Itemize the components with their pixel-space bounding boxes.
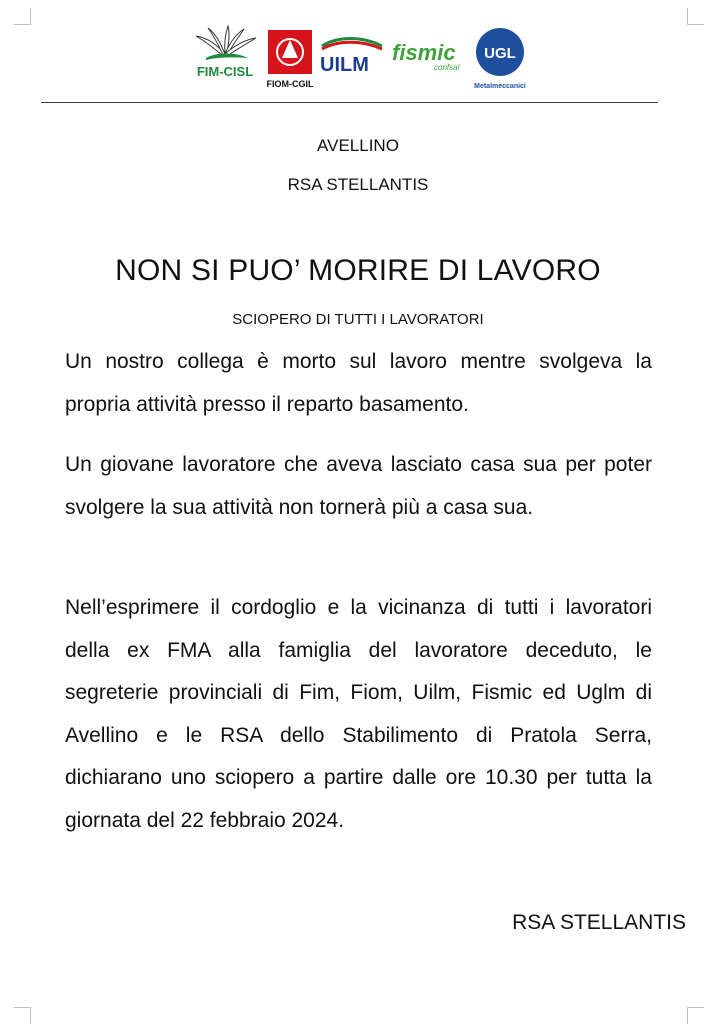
ugl-logo (474, 26, 530, 92)
fismic-logo (390, 38, 474, 74)
fismic-sub-label: confsal (434, 63, 460, 72)
rsa-heading: RSA STELLANTIS (287, 175, 429, 194)
page-subtitle: SCIOPERO DI TUTTI I LAVORATORI (232, 311, 484, 328)
signature: RSA STELLANTIS (512, 911, 686, 934)
fim-cisl-logo (186, 24, 264, 80)
page-title: NON SI PUO’ MORIRE DI LAVORO (115, 254, 601, 287)
paragraph-3: Nell’esprimere il cordoglio e la vicinanza di tutti i lavoratori della ex FMA alla famiglia del lavoratore deceduto, le segreterie provinciali di Fim, Fiom, Uilm, Fismic ed Uglm di Avellino e le RSA dello Stabilimento di Pratola Serra, dichiarano uno sciopero a partire dalle ore 10.30 per tutta la giornata del 22 febbraio 2024. (65, 596, 652, 832)
uilm-label: UILM (320, 54, 369, 74)
uilm-logo (318, 34, 388, 74)
fiom-cgil-logo (266, 28, 316, 90)
ugl-label: UGL (484, 45, 516, 62)
paragraph-2: Un giovane lavoratore che aveva lasciato casa sua per poter svolgere la sua attività non tornerà più a casa sua. (65, 453, 652, 519)
location-heading: AVELLINO (317, 136, 399, 155)
ugl-sub-label: Metalmeccanici (474, 83, 526, 90)
fismic-label: fismic (392, 40, 456, 65)
union-logos (186, 24, 532, 92)
header-divider (41, 102, 658, 103)
fiom-cgil-label: FIOM-CGIL (266, 79, 314, 89)
page-corner-bottom-left (14, 1007, 31, 1024)
page-corner-top-right (687, 8, 704, 25)
paragraph-1: Un nostro collega è morto sul lavoro mentre svolgeva la propria attività presso il reparto basamento. (65, 350, 652, 416)
fim-cisl-label: FIM-CISL (196, 64, 254, 79)
page-corner-bottom-right (687, 1007, 704, 1024)
page-corner-top-left (14, 8, 31, 25)
